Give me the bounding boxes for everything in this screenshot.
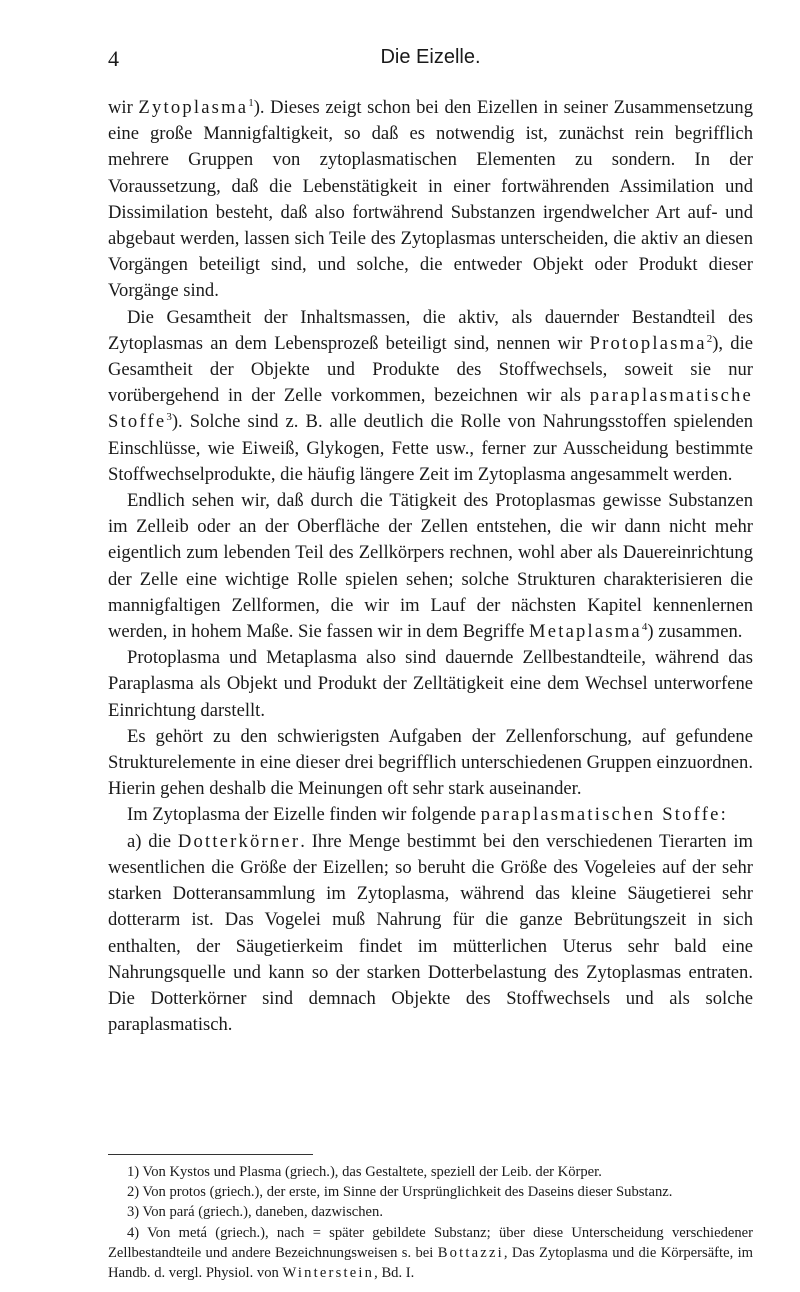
spaced-term: paraplasmatische Stoffe bbox=[108, 385, 753, 433]
text-run: wir bbox=[108, 97, 139, 118]
spaced-term: Protoplasma bbox=[589, 332, 707, 354]
spaced-term: Metaplasma bbox=[529, 621, 642, 643]
footnote-divider bbox=[108, 1154, 313, 1155]
spaced-term: paraplasmatischen Stoffe bbox=[480, 804, 721, 826]
paragraph-3 bbox=[108, 488, 753, 645]
footnote-ref: 2 bbox=[706, 332, 713, 345]
footnote-2: 2) Von protos (griech.), der erste, im Sinne der Ursprünglichkeit des Daseins dieser Substanz. bbox=[127, 1184, 673, 1201]
paragraph-7 bbox=[108, 829, 753, 1039]
text-run: Im Zytoplasma der Eizelle finden wir folgende bbox=[127, 804, 481, 826]
page-number: 4 bbox=[108, 46, 119, 71]
running-title: Die Eizelle. bbox=[380, 46, 481, 68]
text-run: . Ihre Menge bestimmt bei den verschiedenen Tierarten im wesentlichen die Größe der Eizellen; so beruht die Größe des Vogeleies auf der sehr starken Dotteransammlung im Zytoplasma, während das kleine Säugetierei sehr dotterarm ist. Das Vogelei muß Nahrung für die ganze Bebrütungszeit in sich enthalten, der Säugetierkeim findet im mütterlichen Uterus sehr bald eine Nahrungsquelle und kann so der starken Dotterbelastung des Zytoplasmas entraten. Die Dotterkörner sind demnach Objekte des Stoffwechsels und als solche paraplasmatisch. bbox=[108, 830, 753, 1036]
footnote-4 bbox=[108, 1223, 753, 1284]
paragraph-6 bbox=[108, 802, 753, 828]
author-name: Bottazzi bbox=[437, 1244, 504, 1261]
footnotes bbox=[108, 1162, 753, 1283]
author-name: Winterstein bbox=[282, 1265, 375, 1282]
body-text bbox=[108, 95, 753, 1038]
text-run: , Das Zytoplasma und die Körpersäfte, im Handb. d. vergl. Physiol. von bbox=[108, 1244, 753, 1282]
paragraph-4: Protoplasma und Metaplasma also sind dauernde Zellbestandteile, während das Paraplasma als Objekt und Produkt der Zelltätigkeit eine dem Wechsel unterworfene Einrichtung darstellt. bbox=[108, 647, 753, 721]
spaced-term: Zytoplasma bbox=[138, 97, 249, 118]
footnote-ref: 1 bbox=[248, 96, 254, 109]
text-run: 4) Von metá (griech.), nach = später gebildete Substanz; über diese Unterscheidung verschiedener Zellbestandteile und andere Bezeichnungsweisen s. bei bbox=[108, 1224, 753, 1261]
text-run: a) die bbox=[127, 830, 178, 852]
spaced-term: Dotterkörner bbox=[177, 830, 301, 852]
text-run: Die Gesamtheit der Inhaltsmassen, die aktiv, als dauernder Bestandteil des Zytoplasmas an dem Lebensprozeß beteiligt sind, nennen wir bbox=[108, 306, 753, 354]
text-run: ). Dieses zeigt schon bei den Eizellen in seiner Zusammensetzung eine große Mannigfaltigkeit, so daß es notwendig ist, zunächst rein begrifflich mehrere Gruppen von zytoplasmatischen Elementen zu sondern. In der Voraussetzung, daß die Lebenstätigkeit in einer fortwährenden Assimilation und Dissimilation besteht, daß also fortwährend Substanzen irgendwelcher Art auf- und abgebaut werden, lassen sich Teile des Zytoplasmas unterscheiden, die aktiv an diesen Vorgängen beteiligt sind, und solche, die entweder Objekt oder Produkt dieser Vorgänge sind. bbox=[108, 97, 754, 302]
footnote-1: 1) Von Kystos und Plasma (griech.), das Gestaltete, speziell der Leib. der Körper. bbox=[127, 1164, 602, 1180]
text-run: ). Solche sind z. B. alle deutlich die Rolle von Nahrungsstoffen spielenden Einschlüsse, wie Eiweiß, Glykogen, Fette usw., ferner zur Ausscheidung bestimmte Stoffwechselprodukte, die häufig längere Zeit im Zytoplasma angesammelt werden. bbox=[108, 411, 753, 485]
paragraph-2 bbox=[108, 305, 753, 488]
text-run: ), die Gesamtheit der Objekte und Produkte des Stoffwechsels, soweit sie nur vorübergehend in der Zelle vorkommen, bezeichnen wir als bbox=[108, 332, 753, 407]
text-run: ) zusammen. bbox=[647, 621, 743, 643]
paragraph-5: Es gehört zu den schwierigsten Aufgaben der Zellenforschung, auf gefundene Strukturelemente in eine dieser drei begrifflich unterschiedenen Gruppen einzuordnen. Hierin gehen deshalb die Meinungen oft sehr stark auseinander. bbox=[108, 725, 753, 800]
paragraph-1 bbox=[108, 95, 753, 305]
text-run: Endlich sehen wir, daß durch die Tätigkeit des Protoplasmas gewisse Substanzen im Zelleib oder an der Oberfläche der Zellen entstehen, die wir dann nicht mehr eigentlich zum lebenden Teil des Zellkörpers rechnen, wohl aber als Dauereinrichtung der Zelle eine wichtige Rolle spielen sehen; solche Strukturen charakterisieren die mannigfaltigen Zellformen, die wir im Lauf der nächsten Kapitel kennenlernen werden, in hohem Maße. Sie fassen wir in dem Begriffe bbox=[108, 490, 753, 643]
page-header bbox=[108, 46, 753, 76]
text-run: , Bd. I. bbox=[374, 1265, 415, 1282]
text-run: : bbox=[720, 804, 726, 826]
footnote-3: 3) Von pará (griech.), daneben, dazwischen. bbox=[127, 1204, 383, 1221]
footnote-ref: 3 bbox=[166, 411, 172, 424]
footnote-ref: 4 bbox=[641, 620, 648, 633]
